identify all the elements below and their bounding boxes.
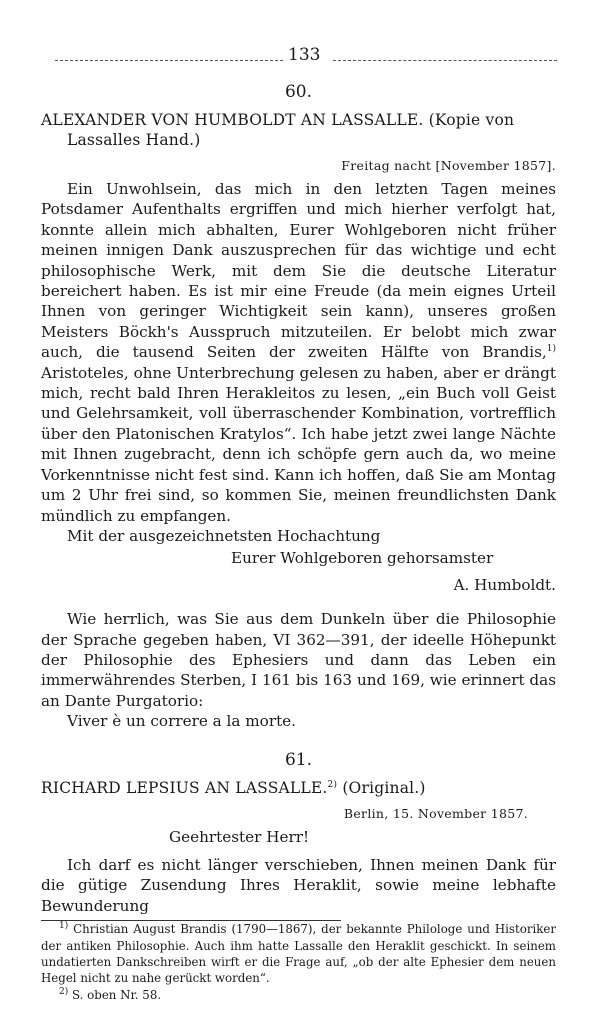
- letter-60: [41, 82, 556, 732]
- heading-line: RICHARD LEPSIUS AN LASSALLE.: [41, 778, 328, 797]
- letter-number: 61.: [284, 749, 313, 770]
- signature: A. Humboldt.: [453, 575, 556, 594]
- heading-tail: (Original.): [337, 778, 426, 797]
- letter-body: Ich darf es nicht länger verschieben, Ihnen meinen Dank für die gütige Zusendung Ihres Heraklit, sowie meine lebhafte Bewunderung: [41, 855, 556, 915]
- footnote-ref[interactable]: 1): [546, 344, 556, 355]
- footnote-marker: 1): [59, 921, 69, 932]
- header-rule-left: [55, 60, 283, 61]
- page: [41, 42, 556, 1003]
- closing-formula: Eurer Wohlgeboren gehorsamster: [231, 549, 494, 568]
- dante-quote: Viver è un correre a la morte.: [67, 712, 296, 731]
- footnote-1: [41, 921, 556, 987]
- footnotes: [41, 921, 556, 1003]
- letter-number: 60.: [284, 82, 313, 102]
- header-rule-right: [333, 60, 557, 61]
- letter-body: [41, 179, 556, 526]
- body-text-cont: Aristoteles, ohne Unterbrechung gelesen zu haben, aber er drängt mich, recht bald Ihren Herakleitos zu lesen, „ein Buch voll Geist und Gelehrsamkeit, voll überraschender Kombination, vortrefflich über den Platonischen Kratylos“. Ich habe jetzt zwei lange Nächte mit Ihnen zugebracht, denn ich schöpfe gern auch da, wo meine Vorkenntnisse nicht fest sind. Kann ich hoffen, daß Sie am Montag um 2 Uhr frei sind, so kommen Sie, meinen freundlichsten Dank mündlich zu empfangen.: [41, 363, 556, 525]
- note-text: Wie herrlich, was Sie aus dem Dunkeln über die Philosophie der Sprache gegeben haben, VI 362—391, der ideelle Höhepunkt der Philosophie des Ephesiers und dann das Leben ein immerwährendes Sterben, I 161 bis 163 und 169, wie erinnert das an Dante Purgatorio:: [41, 610, 556, 710]
- footnote-text: S. oben Nr. 58.: [72, 987, 162, 1002]
- footnote-2: [41, 987, 556, 1003]
- salutation: Geehrtester Herr!: [169, 827, 310, 846]
- footnote-marker: 2): [59, 986, 69, 997]
- footnote-ref[interactable]: 2): [327, 779, 338, 790]
- letter-heading: [41, 778, 556, 798]
- heading-continuation: Lassalles Hand.): [67, 131, 201, 149]
- running-header: [41, 42, 556, 72]
- letter-date: Freitag nacht [November 1857].: [341, 158, 556, 173]
- body-text: Ein Unwohlsein, das mich in den letzten Tagen meines Potsdamer Aufenthalts ergriffen und mich hierher verfolgt hat, konnte allein mich abhalten, Eurer Wohlgeboren nicht früher meinen innigen Dank auszusprechen für das wichtige und echt philosophische Werk, mit dem Sie die deutsche Literatur bereichert haben. Es ist mir eine Freude (da mein eignes Urteil Ihnen von geringer Wichtigkeit sein kann), unseres großen Meisters Böckh's Ausspruch mitzuteilen. Er belobt mich zwar auch, die tausend Seiten der zweiten Hälfte von Brandis,: [41, 180, 556, 362]
- page-number: 133: [288, 45, 321, 65]
- letter-heading: [41, 110, 556, 150]
- editor-note: [41, 609, 556, 731]
- letter-61: [41, 750, 556, 917]
- footnote-text: Christian August Brandis (1790—1867), der bekannte Philologe und Historiker der antiken Philosophie. Auch ihm hatte Lassalle den Heraklit geschickt. In seinem undatierten Dankschreiben wirft er die Frage auf, „ob der alte Ephesier dem neuen Hegel nicht zu nahe gerückt worden“.: [41, 922, 556, 986]
- closing-line: Mit der ausgezeichnetsten Hochachtung: [67, 526, 381, 545]
- heading-line: ALEXANDER VON HUMBOLDT AN LASSALLE. (Kopie von: [41, 111, 515, 129]
- letter-date: Berlin, 15. November 1857.: [343, 805, 528, 821]
